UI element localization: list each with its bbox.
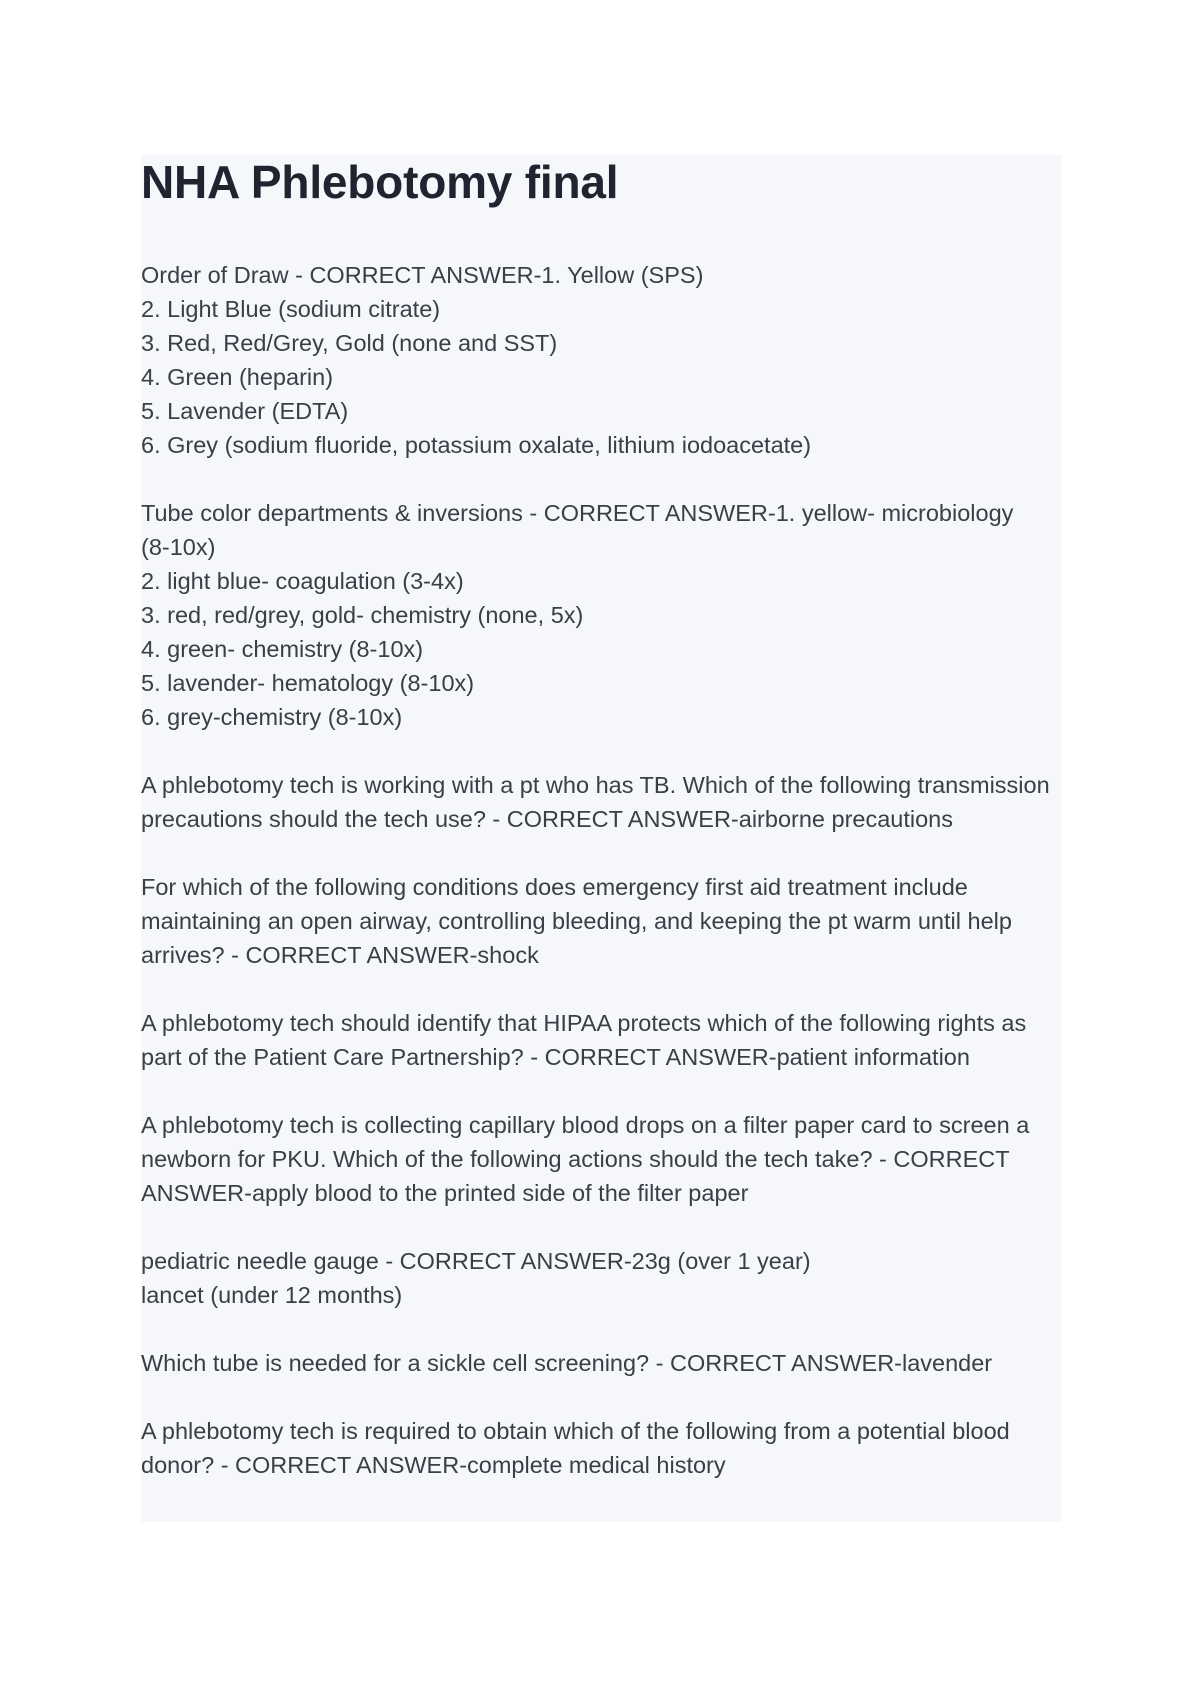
qa-line: arrives? - CORRECT ANSWER-shock <box>141 942 539 968</box>
qa-line: lancet (under 12 months) <box>141 1282 403 1308</box>
qa-line: 2. light blue- coagulation (3-4x) <box>141 568 464 594</box>
qa-line: Order of Draw - CORRECT ANSWER-1. Yellow (SPS) <box>141 262 704 288</box>
qa-entry-tb-precautions <box>141 768 1066 836</box>
qa-line: 2. Light Blue (sodium citrate) <box>141 296 441 322</box>
qa-line: 4. Green (heparin) <box>141 364 334 390</box>
qa-line: 4. green- chemistry (8-10x) <box>141 636 424 662</box>
qa-entry-hipaa <box>141 1006 1066 1074</box>
qa-line: pediatric needle gauge - CORRECT ANSWER-23g (over 1 year) <box>141 1248 811 1274</box>
qa-line: (8-10x) <box>141 534 216 560</box>
qa-line: 3. red, red/grey, gold- chemistry (none, 5x) <box>141 602 584 628</box>
qa-line: A phlebotomy tech is required to obtain which of the following from a potential blood <box>141 1418 1010 1444</box>
qa-entry-first-aid <box>141 870 1066 972</box>
qa-line: newborn for PKU. Which of the following actions should the tech take? - CORRECT <box>141 1146 1010 1172</box>
qa-entry-pku <box>141 1108 1066 1210</box>
qa-list <box>141 258 1066 1516</box>
qa-line: A phlebotomy tech should identify that HIPAA protects which of the following rights as <box>141 1010 1027 1036</box>
qa-line: 3. Red, Red/Grey, Gold (none and SST) <box>141 330 558 356</box>
qa-line: donor? - CORRECT ANSWER-complete medical history <box>141 1452 726 1478</box>
qa-entry-tube-departments <box>141 496 1066 734</box>
qa-line: ANSWER-apply blood to the printed side of the filter paper <box>141 1180 749 1206</box>
document-title: NHA Phlebotomy final <box>141 156 619 208</box>
qa-line: Tube color departments & inversions - CORRECT ANSWER-1. yellow- microbiology <box>141 500 1014 526</box>
qa-entry-sickle-cell <box>141 1346 1066 1380</box>
qa-line: Which tube is needed for a sickle cell screening? - CORRECT ANSWER-lavender <box>141 1350 993 1376</box>
qa-entry-blood-donor <box>141 1414 1066 1482</box>
qa-entry-order-of-draw <box>141 258 1066 462</box>
qa-line: A phlebotomy tech is collecting capillary blood drops on a filter paper card to screen a <box>141 1112 1030 1138</box>
qa-entry-needle-gauge <box>141 1244 1066 1312</box>
qa-line: part of the Patient Care Partnership? - CORRECT ANSWER-patient information <box>141 1044 970 1070</box>
qa-line: 5. Lavender (EDTA) <box>141 398 349 424</box>
qa-line: precautions should the tech use? - CORRECT ANSWER-airborne precautions <box>141 806 954 832</box>
qa-line: 5. lavender- hematology (8-10x) <box>141 670 475 696</box>
qa-line: For which of the following conditions does emergency first aid treatment include <box>141 874 968 900</box>
qa-line: 6. Grey (sodium fluoride, potassium oxalate, lithium iodoacetate) <box>141 432 812 458</box>
qa-line: A phlebotomy tech is working with a pt who has TB. Which of the following transmission <box>141 772 1050 798</box>
qa-line: 6. grey-chemistry (8-10x) <box>141 704 403 730</box>
qa-line: maintaining an open airway, controlling bleeding, and keeping the pt warm until help <box>141 908 1012 934</box>
